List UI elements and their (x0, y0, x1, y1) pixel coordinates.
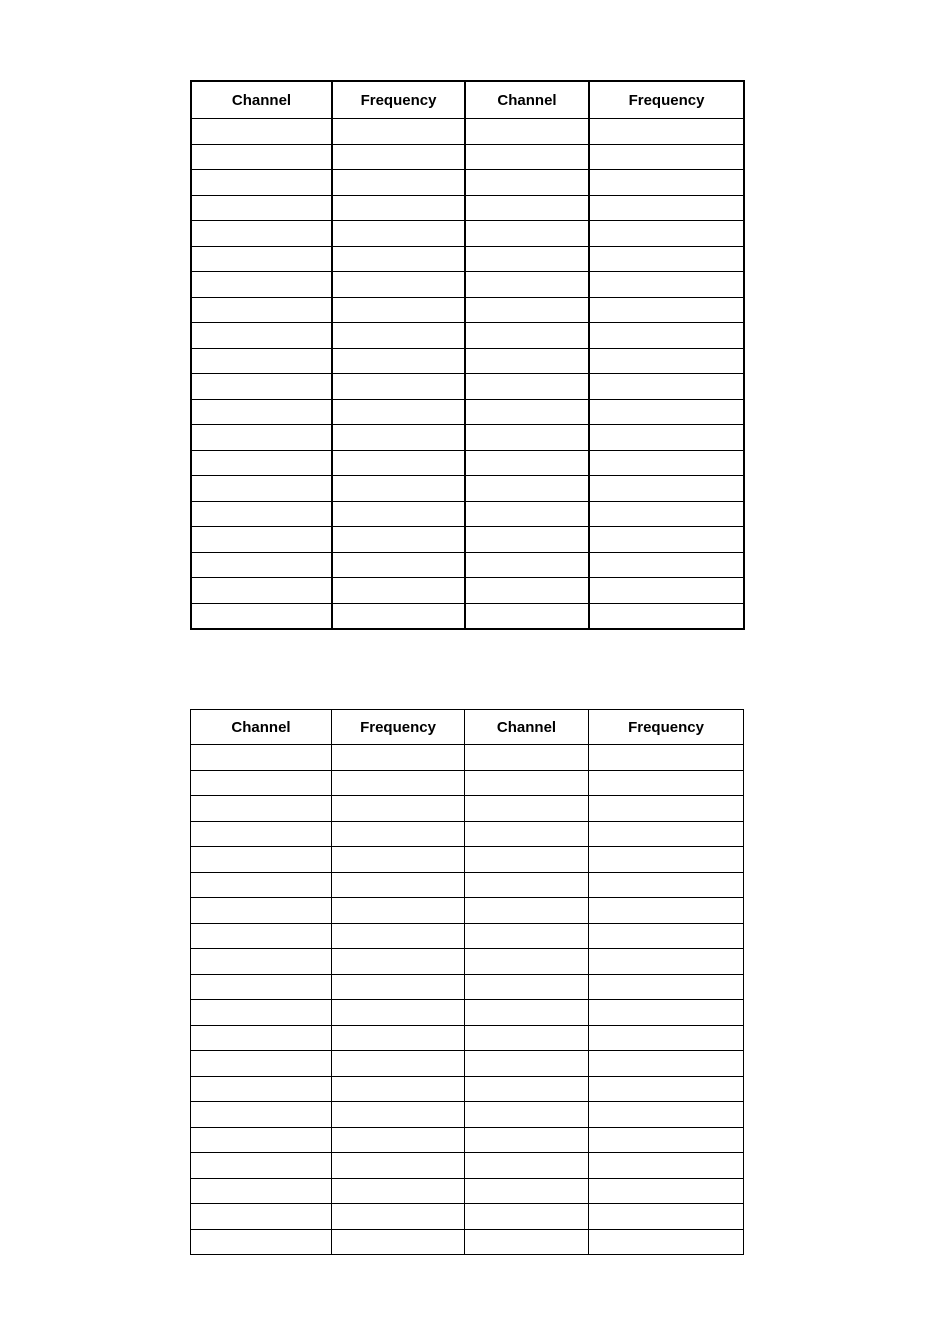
channel-cell (191, 872, 332, 898)
frequency-cell (332, 1102, 465, 1128)
frequency-cell (332, 450, 465, 476)
frequency-cell (332, 898, 465, 924)
frequency-cell (589, 348, 744, 374)
channel-cell (191, 374, 332, 400)
channel-cell (465, 144, 589, 170)
frequency-cell (589, 1229, 744, 1255)
frequency-cell (332, 974, 465, 1000)
channel-cell (191, 578, 332, 604)
channel-cell (191, 425, 332, 451)
frequency-cell (332, 221, 465, 247)
frequency-header: Frequency (589, 710, 744, 745)
channel-cell (465, 552, 589, 578)
frequency-cell (332, 923, 465, 949)
channel-cell (191, 221, 332, 247)
table-row (191, 552, 744, 578)
channel-cell (191, 1229, 332, 1255)
channel-cell (465, 374, 589, 400)
channel-cell (465, 399, 589, 425)
frequency-cell (589, 821, 744, 847)
channel-cell (191, 745, 332, 771)
channel-cell (191, 170, 332, 196)
channel-cell (465, 847, 589, 873)
channel-cell (465, 1178, 589, 1204)
table-row (191, 603, 744, 629)
frequency-cell (589, 1025, 744, 1051)
frequency-cell (589, 1051, 744, 1077)
frequency-cell (332, 796, 465, 822)
channel-cell (465, 745, 589, 771)
channel-cell (465, 1076, 589, 1102)
channel-cell (465, 348, 589, 374)
channel-cell (465, 170, 589, 196)
channel-cell (465, 1025, 589, 1051)
channel-cell (465, 297, 589, 323)
frequency-cell (332, 603, 465, 629)
frequency-cell (332, 527, 465, 553)
table-row (191, 221, 744, 247)
channel-cell (465, 272, 589, 298)
frequency-cell (332, 1153, 465, 1179)
frequency-cell (589, 1076, 744, 1102)
channel-cell (191, 552, 332, 578)
channel-cell (191, 399, 332, 425)
table-row (191, 246, 744, 272)
channel-cell (191, 1076, 332, 1102)
frequency-cell (589, 425, 744, 451)
frequency-cell (589, 119, 744, 145)
channel-cell (191, 1102, 332, 1128)
frequency-cell (589, 949, 744, 975)
channel-cell (465, 1102, 589, 1128)
frequency-cell (589, 195, 744, 221)
frequency-cell (332, 323, 465, 349)
frequency-header: Frequency (589, 81, 744, 119)
frequency-cell (589, 297, 744, 323)
table-row (191, 847, 744, 873)
frequency-cell (332, 272, 465, 298)
table-row (191, 297, 744, 323)
channel-cell (191, 1178, 332, 1204)
channel-cell (465, 323, 589, 349)
frequency-cell (332, 1076, 465, 1102)
channel-cell (191, 796, 332, 822)
channel-cell (465, 923, 589, 949)
table-row (191, 949, 744, 975)
channel-cell (191, 898, 332, 924)
channel-header: Channel (465, 81, 589, 119)
frequency-cell (589, 923, 744, 949)
frequency-cell (332, 1127, 465, 1153)
frequency-cell (332, 770, 465, 796)
table-row (191, 348, 744, 374)
frequency-header: Frequency (332, 710, 465, 745)
frequency-cell (589, 745, 744, 771)
channel-cell (191, 501, 332, 527)
table-row (191, 745, 744, 771)
table-row (191, 399, 744, 425)
frequency-cell (589, 450, 744, 476)
channel-cell (465, 527, 589, 553)
channel-cell (191, 770, 332, 796)
frequency-cell (332, 170, 465, 196)
table-row (191, 527, 744, 553)
table-row (191, 1025, 744, 1051)
table-row (191, 974, 744, 1000)
frequency-cell (589, 603, 744, 629)
channel-cell (191, 821, 332, 847)
table-row (191, 923, 744, 949)
table-row (191, 374, 744, 400)
channel-cell (465, 1229, 589, 1255)
table-header-row (191, 710, 744, 745)
channel-cell (465, 949, 589, 975)
frequency-cell (589, 1000, 744, 1026)
table-row (191, 425, 744, 451)
frequency-cell (589, 246, 744, 272)
table-row (191, 1178, 744, 1204)
table-row (191, 1204, 744, 1230)
channel-cell (465, 974, 589, 1000)
channel-cell (191, 476, 332, 502)
frequency-cell (589, 221, 744, 247)
channel-cell (191, 348, 332, 374)
channel-cell (465, 1000, 589, 1026)
table-row (191, 170, 744, 196)
table-row (191, 821, 744, 847)
frequency-cell (332, 1178, 465, 1204)
channel-cell (465, 221, 589, 247)
table-row (191, 144, 744, 170)
channel-cell (191, 847, 332, 873)
frequency-cell (332, 501, 465, 527)
table-header-row (191, 81, 744, 119)
frequency-cell (589, 527, 744, 553)
frequency-header: Frequency (332, 81, 465, 119)
table-row (191, 119, 744, 145)
channel-cell (465, 501, 589, 527)
channel-header: Channel (465, 710, 589, 745)
channel-header: Channel (191, 81, 332, 119)
channel-cell (465, 796, 589, 822)
table-body (191, 119, 744, 630)
frequency-cell (589, 144, 744, 170)
frequency-cell (589, 974, 744, 1000)
frequency-cell (589, 578, 744, 604)
channel-cell (191, 272, 332, 298)
table-row (191, 476, 744, 502)
table-row (191, 323, 744, 349)
channel-cell (191, 1051, 332, 1077)
channel-cell (191, 1000, 332, 1026)
channel-cell (191, 923, 332, 949)
channel-cell (465, 821, 589, 847)
channel-cell (465, 1051, 589, 1077)
table-row (191, 450, 744, 476)
channel-cell (191, 603, 332, 629)
frequency-cell (589, 872, 744, 898)
frequency-cell (332, 1229, 465, 1255)
frequency-cell (332, 144, 465, 170)
frequency-cell (332, 821, 465, 847)
frequency-cell (332, 847, 465, 873)
channel-cell (465, 1204, 589, 1230)
frequency-cell (332, 745, 465, 771)
table-row (191, 195, 744, 221)
frequency-table-1 (190, 80, 745, 630)
channel-cell (465, 898, 589, 924)
frequency-cell (332, 1051, 465, 1077)
channel-cell (465, 425, 589, 451)
channel-cell (465, 770, 589, 796)
frequency-cell (332, 399, 465, 425)
frequency-cell (589, 770, 744, 796)
frequency-cell (589, 1178, 744, 1204)
table-row (191, 1051, 744, 1077)
frequency-cell (589, 552, 744, 578)
frequency-cell (332, 1204, 465, 1230)
frequency-cell (589, 1204, 744, 1230)
channel-cell (465, 246, 589, 272)
frequency-cell (332, 476, 465, 502)
frequency-cell (589, 898, 744, 924)
frequency-cell (332, 297, 465, 323)
channel-cell (191, 297, 332, 323)
channel-cell (465, 578, 589, 604)
frequency-cell (332, 119, 465, 145)
channel-cell (191, 1204, 332, 1230)
table-row (191, 501, 744, 527)
channel-cell (465, 603, 589, 629)
channel-cell (191, 195, 332, 221)
frequency-cell (589, 476, 744, 502)
frequency-cell (332, 578, 465, 604)
frequency-cell (589, 1102, 744, 1128)
channel-cell (191, 1153, 332, 1179)
frequency-cell (332, 552, 465, 578)
frequency-cell (332, 348, 465, 374)
channel-cell (191, 949, 332, 975)
frequency-cell (589, 796, 744, 822)
table-row (191, 1153, 744, 1179)
channel-cell (191, 1025, 332, 1051)
channel-cell (465, 476, 589, 502)
channel-cell (465, 1153, 589, 1179)
table-row (191, 1076, 744, 1102)
frequency-cell (332, 195, 465, 221)
table-row (191, 272, 744, 298)
frequency-cell (589, 323, 744, 349)
channel-cell (191, 450, 332, 476)
channel-cell (191, 323, 332, 349)
frequency-cell (589, 501, 744, 527)
channel-header: Channel (191, 710, 332, 745)
frequency-cell (332, 246, 465, 272)
frequency-cell (589, 272, 744, 298)
table-row (191, 1127, 744, 1153)
frequency-cell (332, 1025, 465, 1051)
table-row (191, 578, 744, 604)
table-row (191, 1229, 744, 1255)
frequency-table-2 (190, 709, 744, 1255)
channel-cell (465, 450, 589, 476)
channel-cell (465, 1127, 589, 1153)
table-row (191, 872, 744, 898)
channel-cell (191, 527, 332, 553)
frequency-cell (332, 425, 465, 451)
channel-cell (191, 1127, 332, 1153)
channel-cell (465, 119, 589, 145)
channel-cell (191, 119, 332, 145)
frequency-cell (332, 949, 465, 975)
frequency-cell (332, 1000, 465, 1026)
frequency-cell (589, 1127, 744, 1153)
frequency-cell (589, 1153, 744, 1179)
frequency-cell (332, 374, 465, 400)
table-row (191, 1102, 744, 1128)
channel-cell (191, 144, 332, 170)
channel-cell (191, 246, 332, 272)
frequency-cell (589, 399, 744, 425)
table-body (191, 745, 744, 1255)
frequency-cell (589, 374, 744, 400)
frequency-cell (589, 170, 744, 196)
table-row (191, 796, 744, 822)
table-row (191, 1000, 744, 1026)
frequency-cell (589, 847, 744, 873)
channel-cell (465, 195, 589, 221)
table-row (191, 898, 744, 924)
channel-cell (191, 974, 332, 1000)
frequency-cell (332, 872, 465, 898)
table-row (191, 770, 744, 796)
channel-cell (465, 872, 589, 898)
